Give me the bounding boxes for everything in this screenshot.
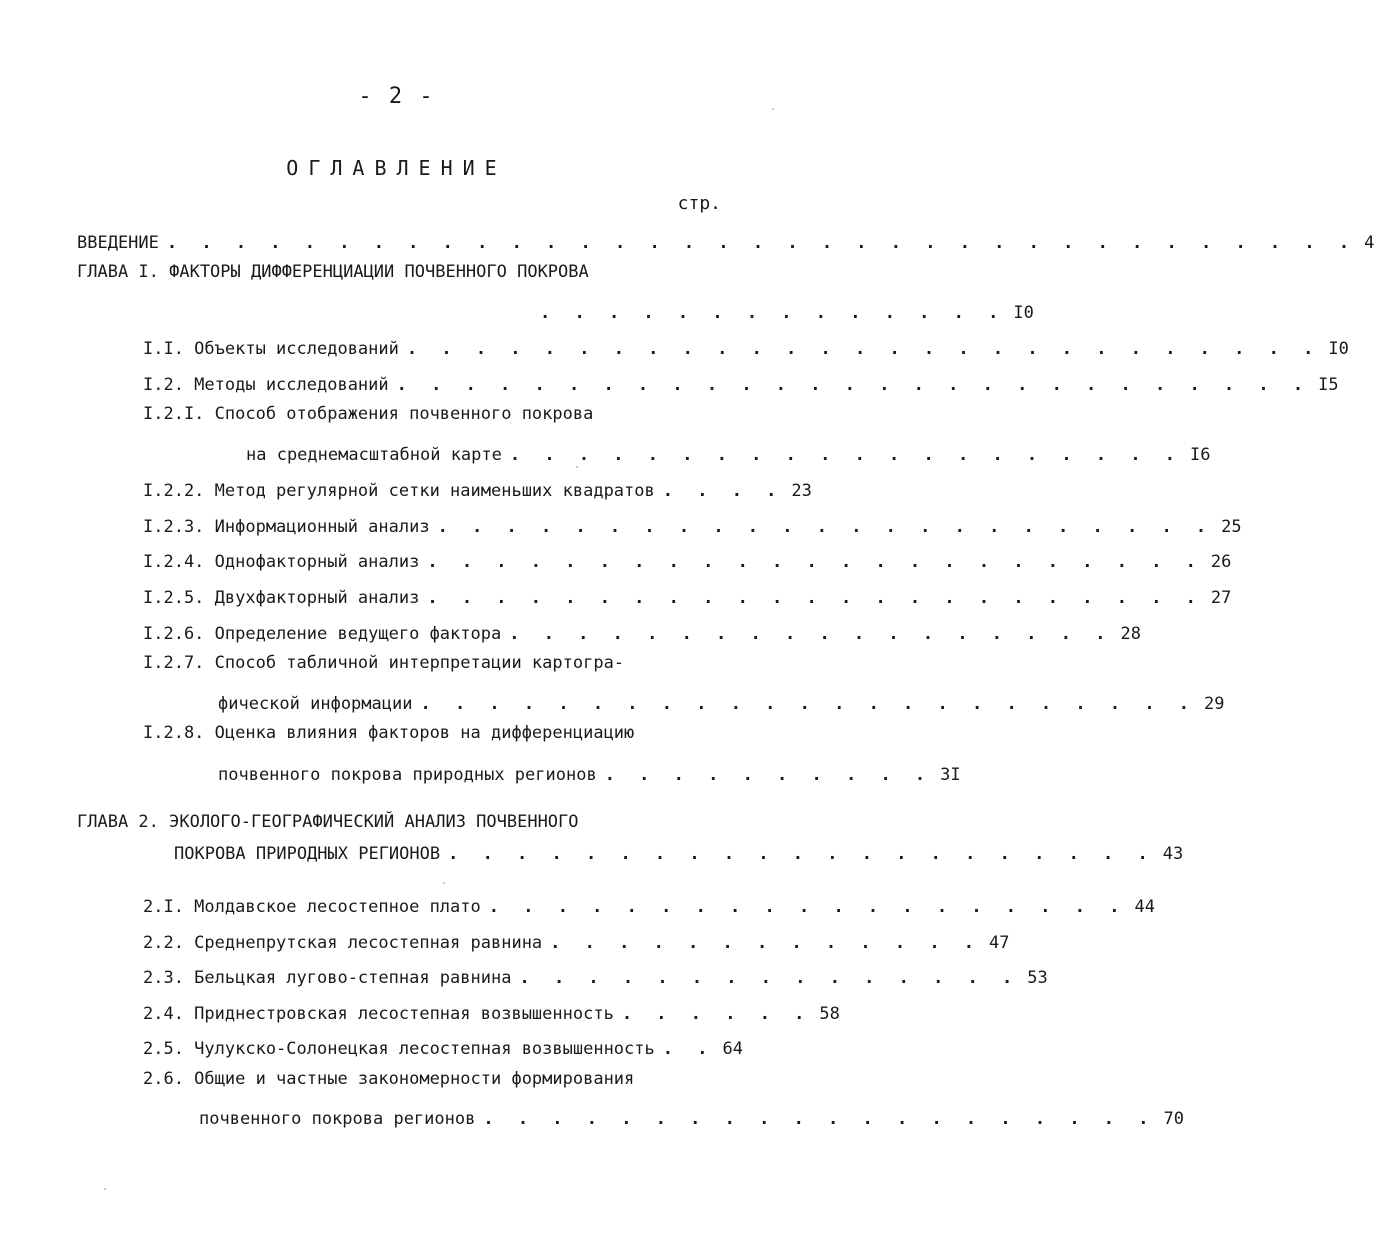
toc-entry-text: 2.4. Приднестровская лесостепная возвышенность — [143, 1004, 614, 1024]
toc-entry-page: 29 — [1204, 694, 1225, 714]
toc-entry-text: I.2.3. Информационный анализ — [143, 517, 430, 537]
leader-dots: . . . . . . . . . . . . . . — [540, 303, 1006, 323]
toc-entry-page: 70 — [1163, 1109, 1184, 1129]
leader-dots: . . . . . . . . . . . . . . . . . . . . . . . — [437, 517, 1214, 537]
toc-entry — [143, 547, 1232, 572]
toc-entry — [77, 228, 1374, 253]
toc-entry-page: I6 — [1190, 445, 1211, 465]
toc-entry — [143, 928, 1010, 953]
leader-dots: . . . . . . . . . . . . . . . . . . . . . . . . . . . . . . . . . . . — [166, 233, 1357, 253]
leader-dots: . . . . . . . . . . . . . . . . . . . . — [509, 445, 1183, 465]
leader-dots: . . . . . . . . . . — [604, 765, 933, 785]
toc-entry — [218, 689, 1225, 714]
leader-dots: . . . . . . . . . . . . . — [550, 933, 982, 953]
toc-entry-page: 58 — [819, 1004, 840, 1024]
toc-entry-page: 26 — [1210, 552, 1232, 572]
toc-entry — [540, 298, 1034, 323]
toc-entry-page: 47 — [989, 933, 1010, 953]
page-title: ОГЛАВЛЕНИЕ — [286, 156, 507, 180]
toc-entry-page: 28 — [1120, 624, 1141, 644]
toc-entry-page: 53 — [1027, 968, 1048, 988]
toc-entry-text: I.2.4. Однофакторный анализ — [143, 552, 420, 572]
toc-entry-text: I.2.I. Способ отображения почвенного покрова — [143, 404, 594, 424]
leader-dots: . . . . . . — [621, 1004, 812, 1024]
toc-entry — [143, 370, 1339, 395]
toc-entry — [199, 1104, 1184, 1129]
toc-entry-page: 25 — [1221, 517, 1242, 537]
toc-entry-text: I.2.5. Двухфакторный анализ — [143, 588, 420, 608]
toc-entry-text: 2.I. Молдавское лесостепное плато — [143, 897, 481, 917]
toc-entry-text: 2.3. Бельцкая лугово-степная равнина — [143, 968, 512, 988]
toc-entry-page: 4 — [1364, 233, 1374, 253]
toc-entry-text: I.2. Методы исследований — [143, 375, 389, 395]
toc-entry — [143, 963, 1048, 988]
toc-entry — [143, 512, 1242, 537]
toc-entry-text: I.2.2. Метод регулярной сетки наименьших квадратов — [143, 481, 655, 501]
toc-entry-text: 2.5. Чулукско-Солонецкая лесостепная возвышенность — [143, 1039, 655, 1059]
page-column-label: стр. — [677, 193, 721, 214]
toc-entry-page: 64 — [722, 1039, 743, 1059]
scan-speck — [104, 1188, 106, 1190]
toc-entry-text: I.2.8. Оценка влияния факторов на дифференциацию — [143, 723, 635, 743]
toc-entry-page: 23 — [791, 481, 812, 501]
chapter-heading: ГЛАВА 2. ЭКОЛОГО-ГЕОГРАФИЧЕСКИЙ АНАЛИЗ ПОЧВЕННОГО — [77, 812, 579, 832]
toc-entry-page: I5 — [1318, 375, 1339, 395]
toc-entry — [143, 476, 812, 501]
leader-dots: . . . . . . . . . . . . . . . — [519, 968, 1020, 988]
toc-entry — [143, 892, 1155, 917]
toc-entry — [143, 619, 1141, 644]
chapter-heading: ГЛАВА I. ФАКТОРЫ ДИФФЕРЕНЦИАЦИИ ПОЧВЕННОГО ПОКРОВА — [77, 262, 589, 282]
toc-entry — [143, 334, 1349, 359]
toc-entry — [218, 760, 961, 785]
toc-entry-text: ПОКРОВА ПРИРОДНЫХ РЕГИОНОВ — [174, 844, 441, 864]
toc-entry-page: 27 — [1210, 588, 1232, 608]
toc-entry — [143, 999, 840, 1024]
scan-speck — [443, 882, 445, 884]
toc-entry-text: I.2.7. Способ табличной интерпретации картогра- — [143, 653, 625, 673]
leader-dots: . . . . . . . . . . . . . . . . . . — [509, 624, 1113, 644]
toc-entry-page: 43 — [1162, 844, 1184, 864]
leader-dots: . . . . . . . . . . . . . . . . . . . . . . . — [427, 552, 1203, 572]
toc-entry-text: I.2.6. Определение ведущего фактора — [143, 624, 502, 644]
toc-entry — [246, 440, 1211, 465]
toc-entry — [174, 839, 1184, 864]
toc-entry-text: фической информации — [218, 694, 413, 714]
toc-entry-page: I0 — [1013, 303, 1034, 323]
toc-entry-page: 3I — [940, 765, 961, 785]
leader-dots: . . . . . . . . . . . . . . . . . . . . . . . . . . . — [406, 339, 1321, 359]
page-number: - 2 - — [358, 84, 435, 109]
toc-entry-page: I0 — [1328, 339, 1349, 359]
toc-entry-text: I.I. Объекты исследований — [143, 339, 399, 359]
toc-entry-text: 2.6. Общие и частные закономерности формирования — [143, 1069, 635, 1089]
toc-entry-text: почвенного покрова регионов — [199, 1109, 476, 1129]
toc-entry-page: 44 — [1134, 897, 1155, 917]
leader-dots: . . . . — [662, 481, 784, 501]
leader-dots: . . . . . . . . . . . . . . . . . . . . . . . . . . . — [396, 375, 1311, 395]
toc-entry-text: ВВЕДЕНИЕ — [77, 233, 159, 253]
toc-entry — [143, 1034, 743, 1059]
toc-entry — [143, 583, 1232, 608]
leader-dots: . . . . . . . . . . . . . . . . . . . . . — [448, 844, 1155, 864]
toc-entry-text: почвенного покрова природных регионов — [218, 765, 597, 785]
scan-speck — [772, 108, 774, 110]
toc-entry-text: на среднемасштабной карте — [246, 445, 502, 465]
leader-dots: . . . . . . . . . . . . . . . . . . . . . . . — [427, 588, 1203, 608]
leader-dots: . . . . . . . . . . . . . . . . . . . . — [483, 1109, 1156, 1129]
toc-entry-text: 2.2. Среднепрутская лесостепная равнина — [143, 933, 543, 953]
leader-dots: . . — [662, 1039, 715, 1059]
leader-dots: . . . . . . . . . . . . . . . . . . . — [488, 897, 1127, 917]
leader-dots: . . . . . . . . . . . . . . . . . . . . . . . — [420, 694, 1197, 714]
scan-speck — [576, 466, 578, 468]
